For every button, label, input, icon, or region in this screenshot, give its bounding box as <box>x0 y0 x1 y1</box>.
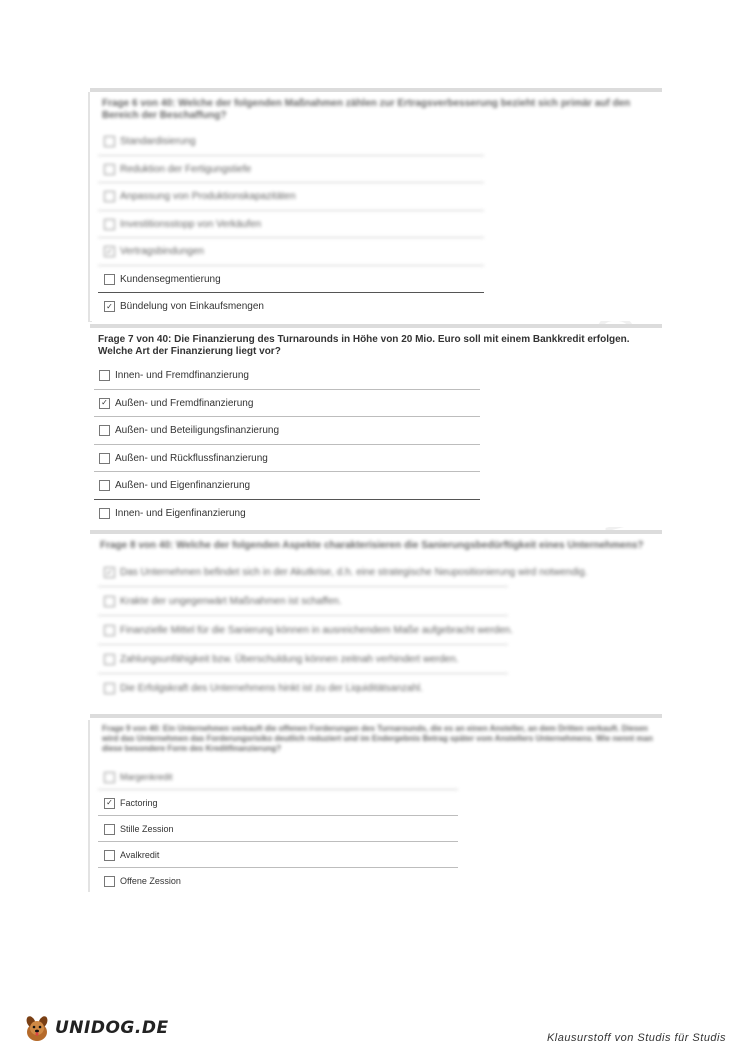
option-label: Außen- und Beteiligungsfinanzierung <box>115 425 279 437</box>
option[interactable] <box>90 362 662 390</box>
option[interactable] <box>90 645 662 674</box>
option[interactable] <box>90 211 662 239</box>
checkbox-checked[interactable]: ✓ <box>104 246 115 257</box>
checkbox[interactable] <box>104 654 115 665</box>
option[interactable] <box>90 868 662 894</box>
question-8-options <box>90 558 662 703</box>
option-label: Avalkredit <box>120 850 160 860</box>
checkbox[interactable] <box>104 219 115 230</box>
option[interactable] <box>90 790 662 816</box>
checkbox[interactable] <box>104 136 115 147</box>
option[interactable] <box>90 266 662 294</box>
unidog-logo <box>22 1013 169 1043</box>
option[interactable] <box>90 156 662 184</box>
checkbox-checked[interactable]: ✓ <box>104 301 115 312</box>
option[interactable] <box>90 816 662 842</box>
question-8-text: Frage 8 von 40: Welche der folgenden Aspekte charakterisieren die Sanierungsbedürftigkeit eines Unternehmens? <box>100 540 644 551</box>
option[interactable] <box>90 616 662 645</box>
option-label: Finanzielle Mittel für die Sanierung können in ausreichendem Maße aufgebracht werden. <box>120 625 514 636</box>
checkbox-checked[interactable]: ✓ <box>104 798 115 809</box>
footer-tagline: Klausurstoff von Studis für Studis <box>546 1032 726 1044</box>
option[interactable] <box>90 472 662 500</box>
question-6-text: Frage 6 von 40: Welche der folgenden Maßnahmen zählen zur Ertragsverbesserung bezieht sich primär auf den Bereich der Beschaffung? <box>102 98 631 121</box>
option-label: Außen- und Rückflussfinanzierung <box>115 452 268 464</box>
option[interactable] <box>90 842 662 868</box>
checkbox[interactable] <box>99 370 110 381</box>
option[interactable] <box>90 558 662 587</box>
option-label: Zahlungsunfähigkeit bzw. Überschuldung können zeitnah verhindert werden. <box>120 654 459 665</box>
checkbox[interactable] <box>104 164 115 175</box>
option[interactable] <box>90 293 662 321</box>
checkbox[interactable] <box>104 850 115 861</box>
option[interactable] <box>90 390 662 418</box>
checkbox[interactable] <box>104 824 115 835</box>
checkbox[interactable] <box>104 683 115 694</box>
option[interactable] <box>90 445 662 473</box>
option[interactable] <box>90 674 662 703</box>
option[interactable] <box>90 764 662 790</box>
option-label: Bündelung von Einkaufsmengen <box>120 301 264 313</box>
checkbox-checked[interactable]: ✓ <box>104 567 115 578</box>
checkbox[interactable] <box>99 425 110 436</box>
option-label: Anpassung von Produktionskapazitäten <box>120 191 296 203</box>
question-7-options <box>90 362 662 527</box>
option-label: Das Unternehmen befindet sich in der Akutkrise, d.h. eine strategische Neupositionierung wird notwendig. <box>120 567 588 578</box>
option-label: Stille Zession <box>120 824 174 834</box>
option[interactable] <box>90 587 662 616</box>
question-8 <box>90 530 662 703</box>
checkbox[interactable] <box>99 480 110 491</box>
option[interactable] <box>90 238 662 266</box>
checkbox[interactable] <box>104 191 115 202</box>
question-6-options <box>90 128 662 321</box>
option[interactable] <box>90 128 662 156</box>
question-9 <box>90 714 662 894</box>
question-7 <box>90 324 662 527</box>
option-label: Innen- und Eigenfinanzierung <box>115 507 246 519</box>
checkbox[interactable] <box>104 596 115 607</box>
option-label: Innen- und Fremdfinanzierung <box>115 370 249 382</box>
option-label: Außen- und Eigenfinanzierung <box>115 480 251 492</box>
option-label: Standardisierung <box>120 136 196 148</box>
option-label: Krakte der ungegenwärt Maßnahmen ist schaffen. <box>120 596 342 607</box>
option-label: Reduktion der Fertigungstiefe <box>120 163 252 175</box>
checkbox[interactable] <box>104 772 115 783</box>
option-label: Investitionsstopp von Verkäufen <box>120 218 262 230</box>
checkbox[interactable] <box>104 625 115 636</box>
option-label: Die Erfolgskraft des Unternehmens hinkt ist zu der Liquiditätsanzahl. <box>120 683 423 694</box>
checkbox[interactable] <box>99 453 110 464</box>
option[interactable] <box>90 417 662 445</box>
option-label: Kundensegmentierung <box>120 273 221 285</box>
question-9-options <box>90 764 662 894</box>
option-label: Factoring <box>120 798 158 808</box>
option[interactable] <box>90 183 662 211</box>
question-6 <box>90 88 662 321</box>
checkbox[interactable] <box>99 508 110 519</box>
option-label: Offene Zession <box>120 876 181 886</box>
checkbox[interactable] <box>104 876 115 887</box>
option[interactable] <box>90 500 662 528</box>
checkbox-checked[interactable]: ✓ <box>99 398 110 409</box>
option-label: Außen- und Fremdfinanzierung <box>115 397 254 409</box>
logo-text: UNIDOG.DE <box>55 1018 169 1038</box>
checkbox[interactable] <box>104 274 115 285</box>
option-label: Margenkredit <box>120 772 173 782</box>
question-7-text: Frage 7 von 40: Die Finanzierung des Turnarounds in Höhe von 20 Mio. Euro soll mit einem Bankkredit erfolgen. Welche Art der Finanzierung liegt vor? <box>98 334 630 357</box>
question-9-text: Frage 9 von 40: Ein Unternehmen verkauft die offenen Forderungen des Turnarounds, die es an einen Ansteller, an dem Dritten verkauft. Diesen wird das Unternehmen das Forderungsrisiko deutlich reduziert und im Endergebnis Betrag später vom Anstellers Unternehmens. Wie nennt man diese besondere Form des Kreditfinanzierung? <box>102 724 653 753</box>
option-label: Vertragsbindungen <box>120 246 204 258</box>
dog-mascot-icon <box>22 1013 52 1043</box>
